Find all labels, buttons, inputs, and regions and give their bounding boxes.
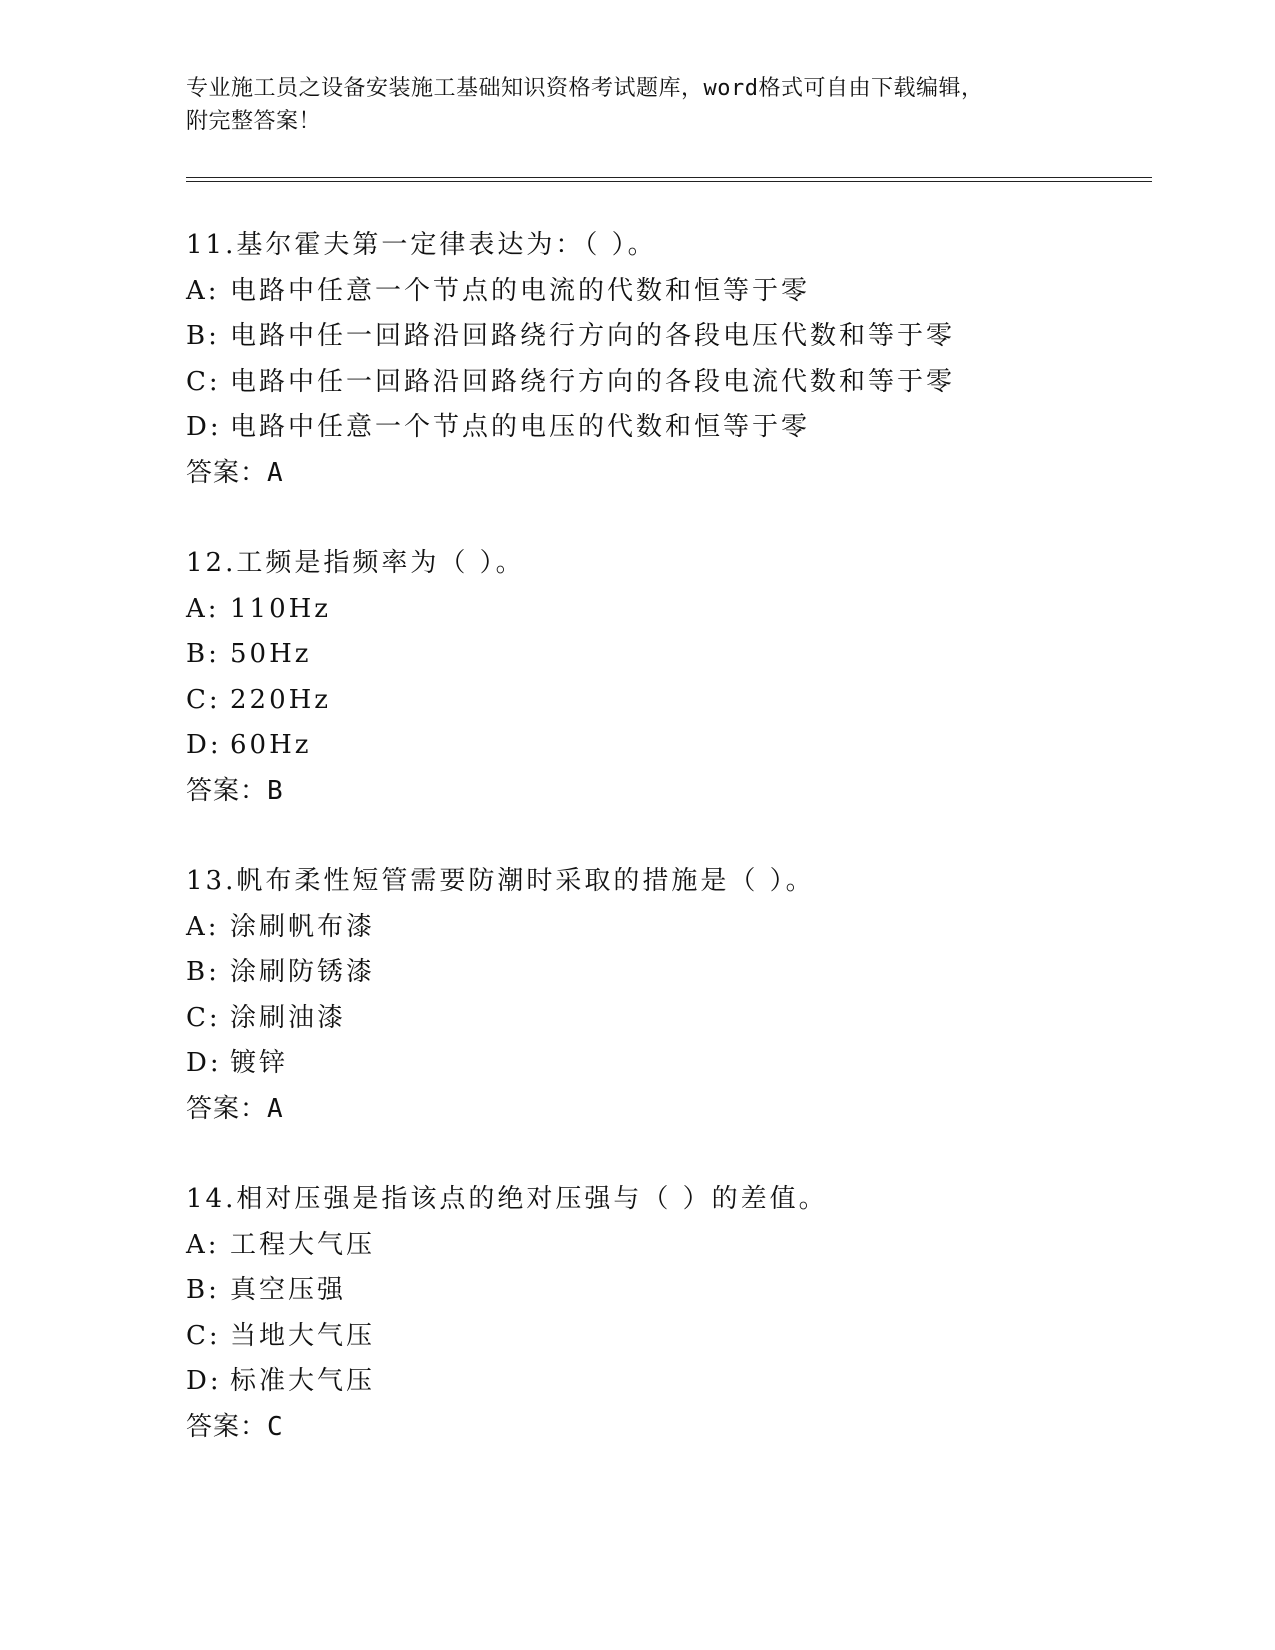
option-c [186, 996, 1136, 1042]
answer-line [186, 1087, 1136, 1132]
question-13 [186, 859, 1136, 1132]
option-text: 电路中任意一个节点的电流的代数和恒等于零 [230, 275, 811, 306]
answer-value: C [267, 1411, 283, 1442]
question-14 [186, 1177, 1136, 1450]
option-text: 工程大气压 [230, 1229, 376, 1260]
header-divider-top [186, 177, 1152, 178]
option-c [186, 1314, 1136, 1360]
option-letter: D: [186, 1366, 222, 1396]
option-d [186, 1041, 1136, 1087]
option-text: 当地大气压 [230, 1320, 376, 1351]
option-letter: D: [186, 1048, 222, 1078]
option-letter: C: [186, 366, 221, 397]
option-text: 标准大气压 [230, 1366, 376, 1396]
option-c [186, 360, 1136, 406]
answer-line [186, 769, 1136, 814]
answer-label: 答案： [186, 1411, 268, 1442]
question-12 [186, 541, 1136, 814]
header-line-1: 专业施工员之设备安装施工基础知识资格考试题库，word格式可自由下载编辑， [186, 76, 984, 101]
header-line-2: 附完整答案！ [186, 109, 322, 134]
option-letter: C: [186, 1320, 221, 1351]
question-stem: 13.帆布柔性短管需要防潮时采取的措施是（ ）。 [186, 866, 815, 896]
option-letter: B: [186, 321, 220, 351]
option-a [186, 1223, 1136, 1269]
answer-value: A [267, 457, 283, 488]
answer-label: 答案： [186, 457, 268, 488]
option-a [186, 587, 1136, 633]
option-text: 110Hz [230, 593, 331, 624]
option-d [186, 405, 1136, 451]
option-letter: D: [186, 730, 222, 760]
option-text: 电路中任一回路沿回路绕行方向的各段电流代数和等于零 [230, 366, 956, 397]
option-a [186, 269, 1136, 315]
option-text: 镀锌 [230, 1048, 289, 1078]
question-stem: 11.基尔霍夫第一定律表达为：（ ）。 [186, 230, 657, 260]
option-d [186, 1359, 1136, 1405]
option-text: 涂刷帆布漆 [230, 911, 376, 942]
option-letter: A: [186, 593, 220, 624]
header-divider-bottom [186, 181, 1152, 182]
answer-line [186, 451, 1136, 496]
option-text: 60Hz [230, 730, 312, 760]
option-letter: B: [186, 639, 220, 669]
option-d [186, 723, 1136, 769]
option-letter: C: [186, 684, 221, 715]
option-letter: B: [186, 1275, 220, 1305]
option-b [186, 632, 1136, 678]
option-b [186, 950, 1136, 996]
option-b [186, 1268, 1136, 1314]
option-text: 50Hz [230, 639, 312, 669]
option-text: 涂刷油漆 [230, 1002, 347, 1033]
option-text: 220Hz [230, 684, 331, 715]
option-letter: C: [186, 1002, 221, 1033]
option-letter: D: [186, 412, 222, 442]
option-text: 电路中任一回路沿回路绕行方向的各段电压代数和等于零 [230, 321, 956, 351]
option-b [186, 314, 1136, 360]
answer-line [186, 1405, 1136, 1450]
answer-label: 答案： [186, 775, 268, 806]
answer-value: A [267, 1093, 283, 1124]
answer-label: 答案： [186, 1093, 268, 1124]
option-text: 真空压强 [230, 1275, 347, 1305]
option-c [186, 678, 1136, 724]
option-text: 涂刷防锈漆 [230, 957, 376, 987]
option-a [186, 905, 1136, 951]
answer-value: B [267, 775, 283, 806]
document-header [186, 72, 1086, 138]
question-stem: 14.相对压强是指该点的绝对压强与（ ）的差值。 [186, 1184, 828, 1214]
option-text: 电路中任意一个节点的电压的代数和恒等于零 [230, 412, 811, 442]
question-stem: 12.工频是指频率为（ ）。 [186, 548, 525, 578]
option-letter: A: [186, 275, 220, 306]
option-letter: A: [186, 911, 220, 942]
option-letter: B: [186, 957, 220, 987]
option-letter: A: [186, 1229, 220, 1260]
question-11 [186, 223, 1136, 496]
